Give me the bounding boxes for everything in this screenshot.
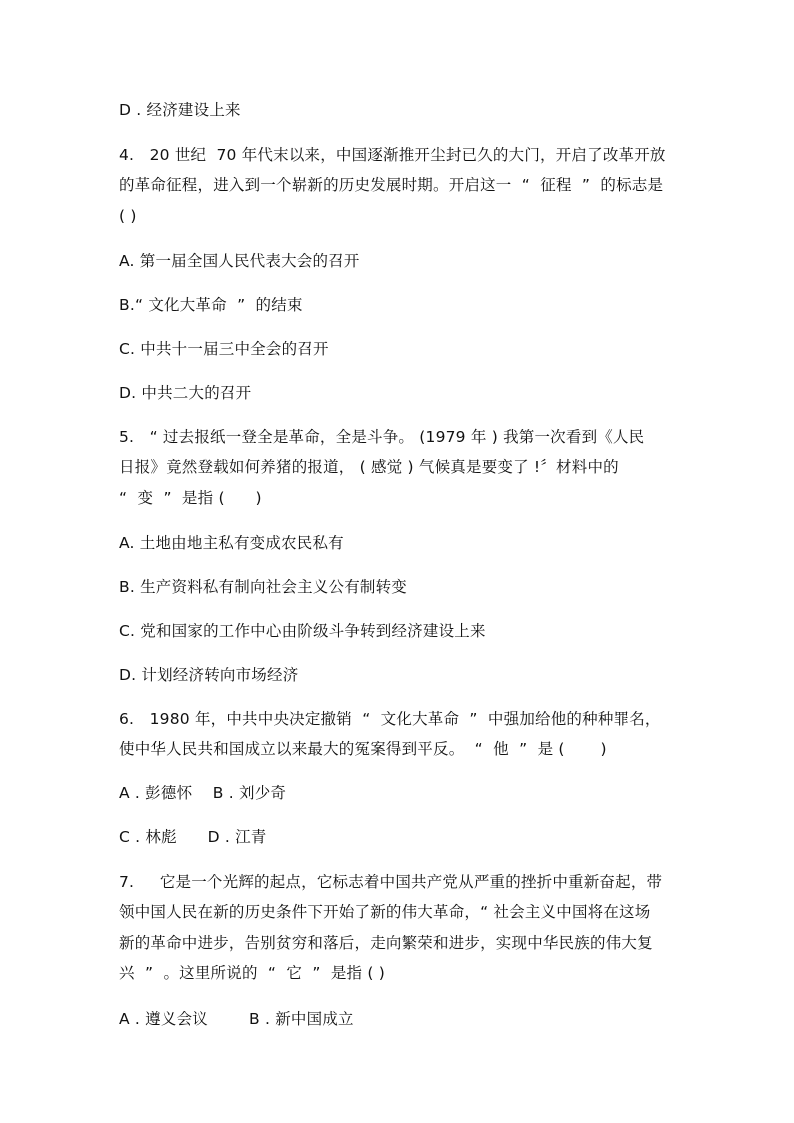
question-5-line-3: “ 变 ” 是指 ( ) bbox=[119, 489, 262, 507]
question-5-line-1: 5. “ 过去报纸一登全是革命，全是斗争。 (1979 年 ) 我第一次看到《人民 bbox=[119, 428, 645, 446]
question-6-line-1: 6. 1980 年，中共中央决定撤销 “ 文化大革命 ” 中强加给他的种种罪名， bbox=[119, 710, 661, 728]
question-4-option-c: C. 中共十一届三中全会的召开 bbox=[119, 340, 329, 358]
question-4-option-a: A. 第一届全国人民代表大会的召开 bbox=[119, 252, 360, 270]
question-7-line-1: 7. 它是一个光辉的起点，它标志着中国共产党从严重的挫折中重新奋起，带 bbox=[119, 873, 663, 891]
question-5-option-d: D. 计划经济转向市场经济 bbox=[119, 666, 299, 684]
question-4-option-d: D. 中共二大的召开 bbox=[119, 384, 252, 402]
question-6-line-2: 使中华人民共和国成立以来最大的冤案得到平反。 “ 他 ” 是 ( ) bbox=[119, 740, 607, 758]
question-4-line-2: 的革命征程，进入到一个崭新的历史发展时期。开启这一 “ 征程 ” 的标志是 bbox=[119, 176, 664, 194]
question-5-line-2: 日报》竟然登载如何养猪的报道， ( 感觉 ) 气候真是要变了 !〞材料中的 bbox=[119, 458, 619, 476]
question-4-line-3: ( ) bbox=[119, 207, 137, 225]
question-5-option-c: C. 党和国家的工作中心由阶级斗争转到经济建设上来 bbox=[119, 622, 486, 640]
question-7-line-2: 领中国人民在新的历史条件下开始了新的伟大革命，“ 社会主义中国将在这场 bbox=[119, 903, 651, 921]
question-7-line-4: 兴 ” 。这里所说的 “ 它 ” 是指 ( ) bbox=[119, 964, 385, 982]
question-5-option-b: B. 生产资料私有制向社会主义公有制转变 bbox=[119, 578, 407, 596]
question-6-options-cd: C . 林彪 D . 江青 bbox=[119, 828, 267, 846]
question-4-line-1: 4. 20 世纪 70 年代末以来，中国逐渐推开尘封已久的大门，开启了改革开放 bbox=[119, 146, 666, 164]
question-7-line-3: 新的革命中进步，告别贫穷和落后，走向繁荣和进步，实现中华民族的伟大复 bbox=[119, 934, 653, 952]
question-4-option-b: B.“ 文化大革命 ” 的结束 bbox=[119, 296, 303, 314]
question-5-option-a: A. 土地由地主私有变成农民私有 bbox=[119, 534, 344, 552]
option-d-q3: D . 经济建设上来 bbox=[119, 101, 241, 119]
question-7-options-ab: A . 遵义会议 B . 新中国成立 bbox=[119, 1010, 354, 1028]
question-6-options-ab: A . 彭德怀 B . 刘少奇 bbox=[119, 784, 287, 802]
